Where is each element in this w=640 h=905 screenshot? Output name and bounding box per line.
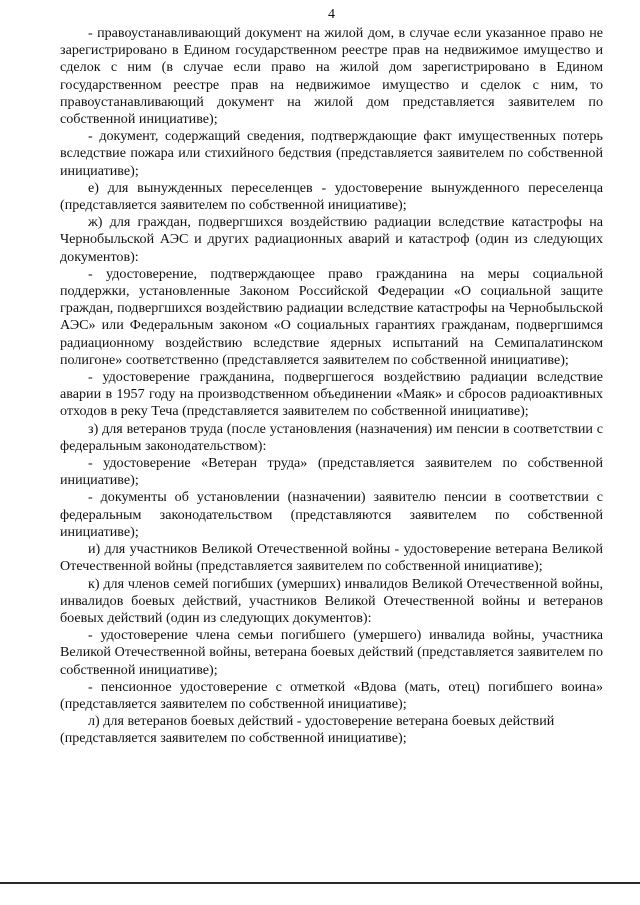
paragraph-item-e: е) для вынужденных переселенцев - удостоверение вынужденного переселенца (представляется заявителем по собственной инициативе);: [60, 179, 603, 214]
paragraph-mayak-certificate: - удостоверение гражданина, подвергшегося воздействию радиации вследствие аварии в 1957 году на производственном объединении «Маяк» и сбросов радиоактивных отходов в реку Теча (представляется заявителем по собственной инициативе);: [60, 369, 603, 420]
paragraph-item-l: л) для ветеранов боевых действий - удостоверение ветерана боевых действий (представляется заявителем по собственной инициативе);: [60, 713, 555, 747]
paragraph-title-document: - правоустанавливающий документ на жилой дом, в случае если указанное право не зарегистрировано в Едином государственном реестре прав на недвижимое имущество и сделок с ним (в случае если право на жилой дом зарегистрировано в Едином государственном реестре прав на недвижимое имущество и сделок с ним, то правоустанавливающий документ на жилой дом представляется заявителем по собственной инициативе);: [60, 25, 603, 128]
paragraph-pension-certificate-widow: - пенсионное удостоверение с отметкой «Вдова (мать, отец) погибшего воина» (представляется заявителем по собственной инициативе);: [60, 678, 603, 712]
paragraph-pension-documents: - документы об установлении (назначении) заявителю пенсии в соответствии с федеральным законодательством (представляются заявителем по собственной инициативе);: [60, 489, 603, 540]
page-number: 4: [328, 7, 335, 22]
paragraph-item-zh: ж) для граждан, подвергшихся воздействию радиации вследствие катастрофы на Чернобыльской АЭС и других радиационных аварий и катастроф (один из следующих документов):: [60, 214, 603, 265]
paragraph-labor-veteran-certificate: - удостоверение «Ветеран труда» (представляется заявителем по собственной инициативе);: [60, 455, 603, 489]
bottom-rule: [0, 882, 640, 884]
paragraph-chernobyl-certificate: - удостоверение, подтверждающее право гражданина на меры социальной поддержки, установленные Законом Российской Федерации «О социальной защите граждан, подвергшихся воздействию радиации вследствие катастрофы на Чернобыльской АЭС» или Федеральным законом «О социальных гарантиях гражданам, подвергшимся радиационному воздействию вследствие ядерных испытаний на Семипалатинском полигоне» соответственно (представляется заявителем по собственной инициативе);: [60, 265, 603, 368]
paragraph-item-z: з) для ветеранов труда (после установления (назначения) им пенсии в соответствии с федеральным законодательством):: [60, 420, 603, 454]
paragraph-item-k: к) для членов семей погибших (умерших) инвалидов Великой Отечественной войны, инвалидов боевых действий, участников Великой Отечественной войны и ветеранов боевых действий (один из следующих документов):: [60, 575, 603, 626]
paragraph-property-loss-document: - документ, содержащий сведения, подтверждающие факт имущественных потерь вследствие пожара или стихийного бедствия (представляется заявителем по собственной инициативе);: [60, 128, 603, 179]
document-body: [60, 25, 603, 748]
paragraph-item-i: и) для участников Великой Отечественной войны - удостоверение ветерана Великой Отечественной войны (представляется заявителем по собственной инициативе);: [60, 541, 603, 575]
paragraph-family-member-certificate: - удостоверение члена семьи погибшего (умершего) инвалида войны, участника Великой Отечественной войны, ветерана боевых действий (представляется заявителем по собственной инициативе);: [60, 627, 603, 678]
